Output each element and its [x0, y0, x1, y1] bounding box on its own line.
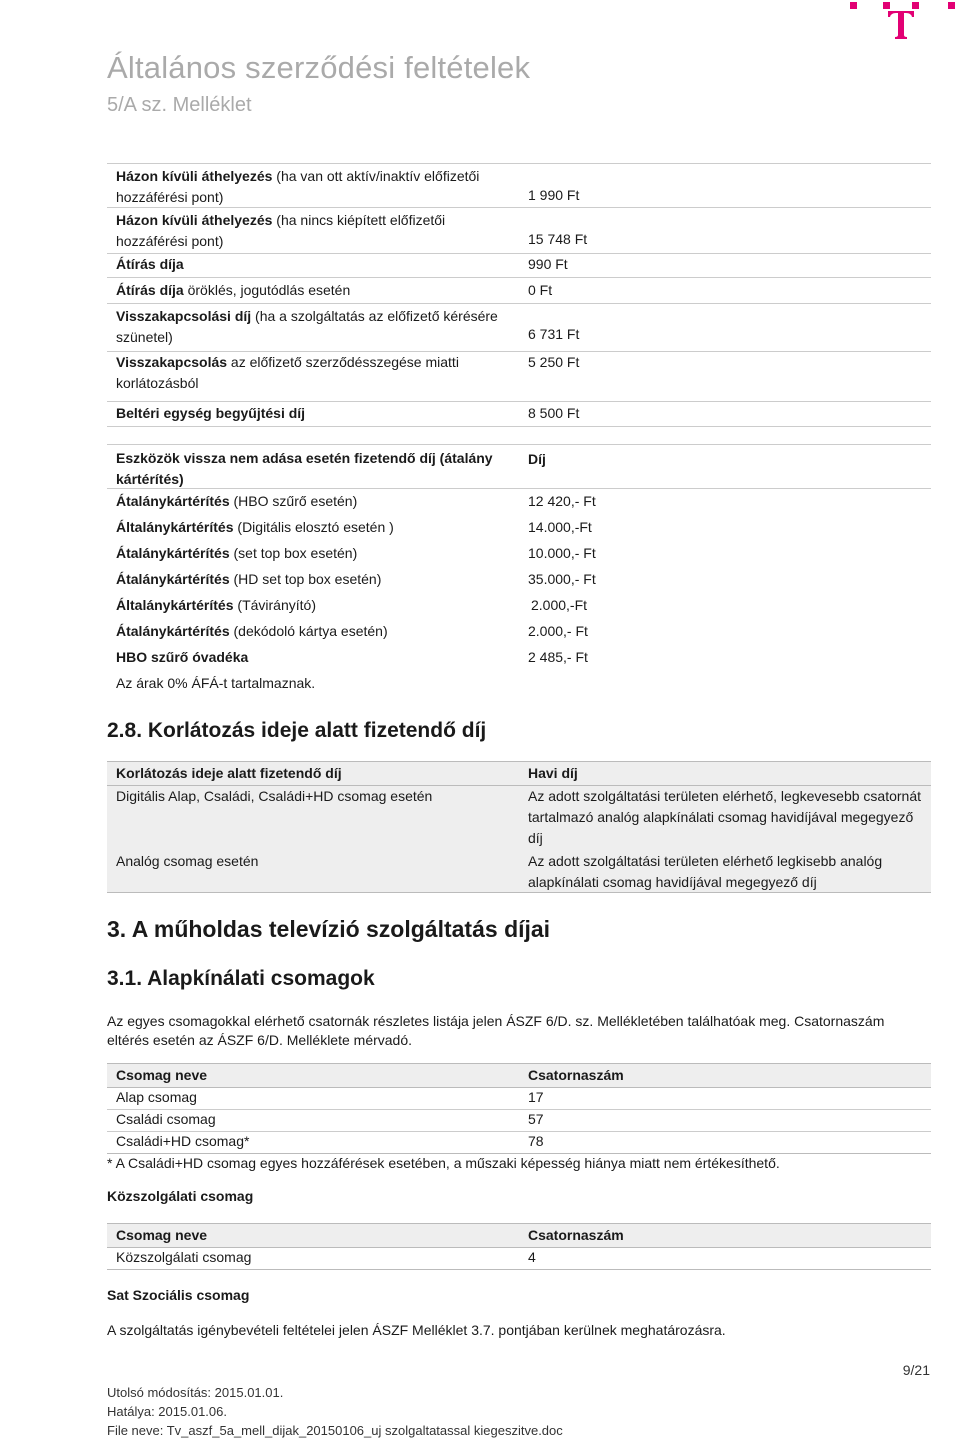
- restriction-fee-table: [107, 761, 931, 896]
- logo-dot-right: [948, 2, 955, 9]
- row-label-bold: Beltéri egység begyűjtési díj: [116, 405, 306, 421]
- row-label-bold: Átalánykártérítés: [116, 623, 230, 639]
- row-value: 2.000,-Ft: [531, 597, 588, 613]
- row-label: (HBO szűrő esetén): [229, 493, 358, 509]
- row-label-bold: Házon kívüli áthelyezés: [116, 168, 273, 184]
- column-header: Csomag neve: [116, 1227, 208, 1243]
- column-header: Csatornaszám: [528, 1227, 624, 1243]
- row-label: öröklés, jogutódlás esetén: [183, 282, 351, 298]
- column-header: Korlátozás ideje alatt fizetendő díj: [116, 765, 342, 781]
- row-label: (dekódoló kártya esetén): [229, 623, 388, 639]
- section-heading: 2.8. Korlátozás ideje alatt fizetendő díj: [107, 719, 487, 742]
- public-package-heading: Közszolgálati csomag: [107, 1188, 254, 1204]
- public-package-table: [107, 1223, 931, 1269]
- package-name: Alap csomag: [116, 1089, 197, 1105]
- column-header: Havi díj: [528, 765, 578, 781]
- footer-filename: File neve: Tv_aszf_5a_mell_dijak_20150106_uj szolgaltatassal kiegeszitve.doc: [107, 1423, 563, 1438]
- row-value: 6 731 Ft: [528, 326, 580, 342]
- row-value: 0 Ft: [528, 282, 553, 298]
- page-number: 9/21: [902, 1362, 930, 1378]
- row-value: Az adott szolgáltatási területen elérhető legkisebb analóg alapkínálati csomag havidíjával megegyező díj: [528, 853, 883, 890]
- row-label: (set top box esetén): [229, 545, 358, 561]
- row-label: (HD set top box esetén): [229, 571, 382, 587]
- row-label-bold: Átalánykártérítés: [116, 571, 230, 587]
- channel-count: 4: [528, 1249, 536, 1265]
- row-label-bold: HBO szűrő óvadéka: [116, 649, 249, 665]
- row-label-bold: Átalánykártérítés: [116, 545, 230, 561]
- row-value: 2 485,- Ft: [528, 649, 588, 665]
- row-label-bold: Átalánykártérítés: [116, 493, 230, 509]
- packages-table: [107, 1063, 931, 1153]
- row-label: (ha van ott aktív/inaktív előfizetői hozzáférési pont): [116, 168, 480, 205]
- row-value: 14.000,-Ft: [528, 519, 592, 535]
- row-value: 10.000,- Ft: [528, 545, 596, 561]
- row-value: Az adott szolgáltatási területen elérhető, legkevesebb csatornát tartalmazó analóg alapkínálati csomag havidíjával megegyező díj: [528, 788, 922, 846]
- footer-modified: Utolsó módosítás: 2015.01.01.: [107, 1385, 284, 1400]
- row-value: 990 Ft: [528, 256, 568, 272]
- row-label-bold: Általánykártérítés: [116, 597, 234, 613]
- social-package-text: A szolgáltatás igénybevételi feltételei jelen ÁSZF Melléklet 3.7. pontjában kerülnek meghatározásra.: [107, 1322, 726, 1338]
- section-heading: 3. A műholdas televízió szolgáltatás díjai: [107, 916, 551, 942]
- telekom-t-logo-icon: [883, 2, 919, 38]
- column-header: Csomag neve: [116, 1067, 208, 1083]
- row-label-bold: Átírás díja: [116, 256, 184, 272]
- row-value: 15 748 Ft: [528, 231, 588, 247]
- row-label: (ha a szolgáltatás az előfizető kérésére szünetel): [116, 308, 498, 345]
- channel-count: 78: [528, 1133, 544, 1149]
- page-title: Általános szerződési feltételek: [107, 50, 531, 85]
- row-label: (Digitális elosztó esetén ): [233, 519, 394, 535]
- logo-dot-left: [850, 2, 857, 9]
- row-label: (ha nincs kiépített előfizetői hozzáférési pont): [116, 212, 446, 249]
- row-value: 8 500 Ft: [528, 405, 580, 421]
- row-label-bold: Visszakapcsolás: [116, 354, 228, 370]
- row-label: (Távirányító): [233, 597, 316, 613]
- row-label-bold: Házon kívüli áthelyezés: [116, 212, 273, 228]
- row-label-bold: Átírás díja: [116, 282, 184, 298]
- channel-count: 17: [528, 1089, 544, 1105]
- package-name: Közszolgálati csomag: [116, 1249, 252, 1265]
- footnote: * A Családi+HD csomag egyes hozzáférések esetében, a műszaki képesség hiánya miatt nem értékesíthető.: [107, 1155, 780, 1171]
- row-label: Digitális Alap, Családi, Családi+HD csomag esetén: [116, 788, 433, 804]
- devices-table: [107, 444, 931, 699]
- subsection-heading: 3.1. Alapkínálati csomagok: [107, 967, 375, 990]
- row-label-bold: Visszakapcsolási díj: [116, 308, 252, 324]
- column-header: Csatornaszám: [528, 1067, 624, 1083]
- intro-paragraph: Az egyes csomagokkal elérhető csatornák részletes listája jelen ÁSZF 6/D. sz. Mellékletében találhatóak meg. Csatornaszám eltérés esetén az ÁSZF 6/D. Melléklete mérvadó.: [107, 1013, 885, 1048]
- row-label-bold: Általánykártérítés: [116, 519, 234, 535]
- footer-effective: Hatálya: 2015.01.06.: [107, 1404, 227, 1419]
- row-value: 12 420,- Ft: [528, 493, 596, 509]
- row-value: 35.000,- Ft: [528, 571, 596, 587]
- fees-table: [107, 163, 931, 443]
- page-subtitle: 5/A sz. Melléklet: [107, 94, 252, 116]
- row-value: 1 990 Ft: [528, 187, 580, 203]
- channel-count: 57: [528, 1111, 544, 1127]
- column-header: Eszközök vissza nem adása esetén fizetendő díj (átalány kártérítés): [116, 450, 493, 487]
- row-label: az előfizető szerződésszegése miatti korlátozásból: [116, 354, 459, 391]
- row-value: 2.000,- Ft: [528, 623, 588, 639]
- column-header: Díj: [528, 451, 546, 467]
- package-name: Családi+HD csomag*: [116, 1133, 250, 1149]
- package-name: Családi csomag: [116, 1111, 216, 1127]
- social-package-heading: Sat Szociális csomag: [107, 1287, 250, 1303]
- row-value: 5 250 Ft: [528, 354, 580, 370]
- row-label: Analóg csomag esetén: [116, 853, 259, 869]
- note-text: Az árak 0% ÁFÁ-t tartalmaznak.: [116, 675, 316, 691]
